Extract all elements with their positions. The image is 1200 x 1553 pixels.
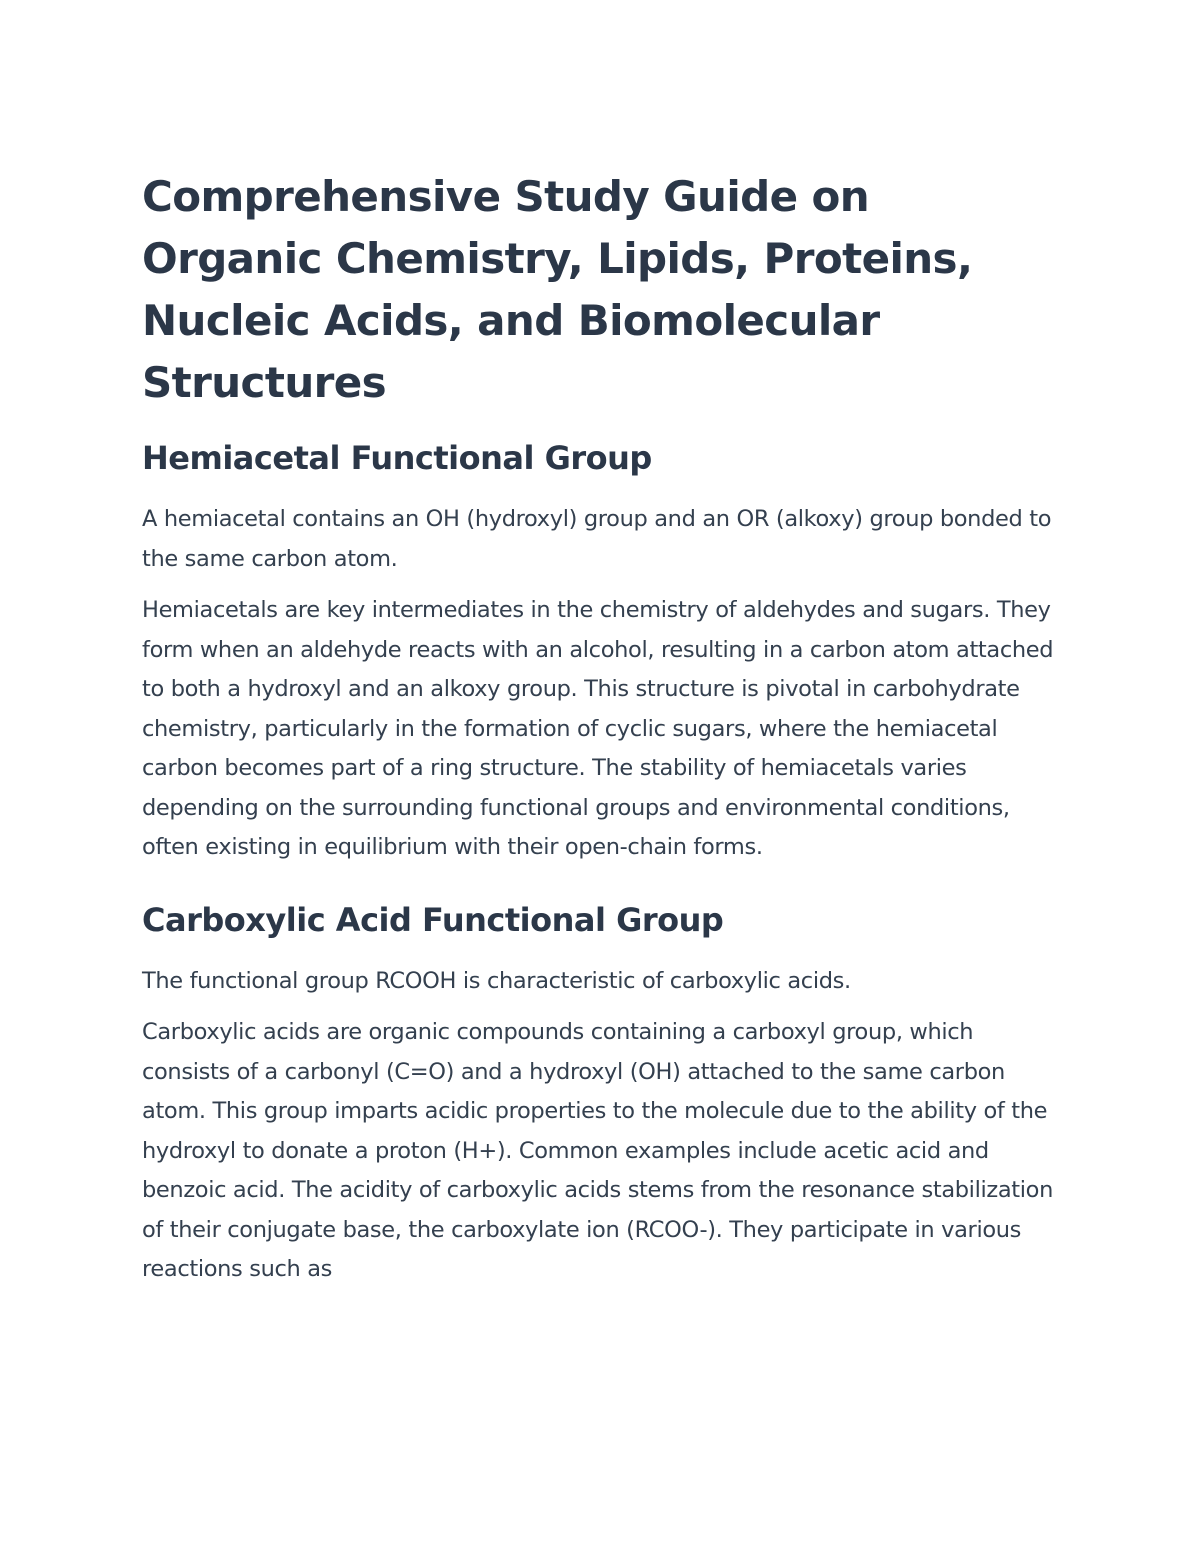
section-summary: The functional group RCOOH is characteristic of carboxylic acids. [142,967,851,994]
document-title: Comprehensive Study Guide on Organic Chemistry, Lipids, Proteins, Nucleic Acids, and Biomolecular Structures [142,172,973,407]
section-heading: Hemiacetal Functional Group [142,439,652,477]
section-body: Carboxylic acids are organic compounds containing a carboxyl group, which consists of a carbonyl (C=O) and a hydroxyl (OH) attached to the same carbon atom. This group imparts acidic properties to the molecule due to the ability of the hydroxyl to donate a proton (H+). Common examples include acetic acid and benzoic acid. The acidity of carboxylic acids stems from the resonance stabilization of their conjugate base, the carboxylate ion (RCOO-). They participate in various reactions such as [142,1019,1053,1282]
section-summary: A hemiacetal contains an OH (hydroxyl) group and an OR (alkoxy) group bonded to the same carbon atom. [142,506,1052,572]
section-heading: Carboxylic Acid Functional Group [142,900,724,939]
section-body: Hemiacetals are key intermediates in the chemistry of aldehydes and sugars. They form when an aldehyde reacts with an alcohol, resulting in a carbon atom attached to both a hydroxyl and an alkoxy group. This structure is pivotal in carbohydrate chemistry, particularly in the formation of cyclic sugars, where the hemiacetal carbon becomes part of a ring structure. The stability of hemiacetals varies depending on the surrounding functional groups and environmental conditions, often existing in equilibrium with their open-chain forms. [142,597,1054,860]
section-carboxylic-acid [142,898,1062,1290]
section-hemiacetal [142,436,1062,868]
document-page [142,166,1062,1290]
